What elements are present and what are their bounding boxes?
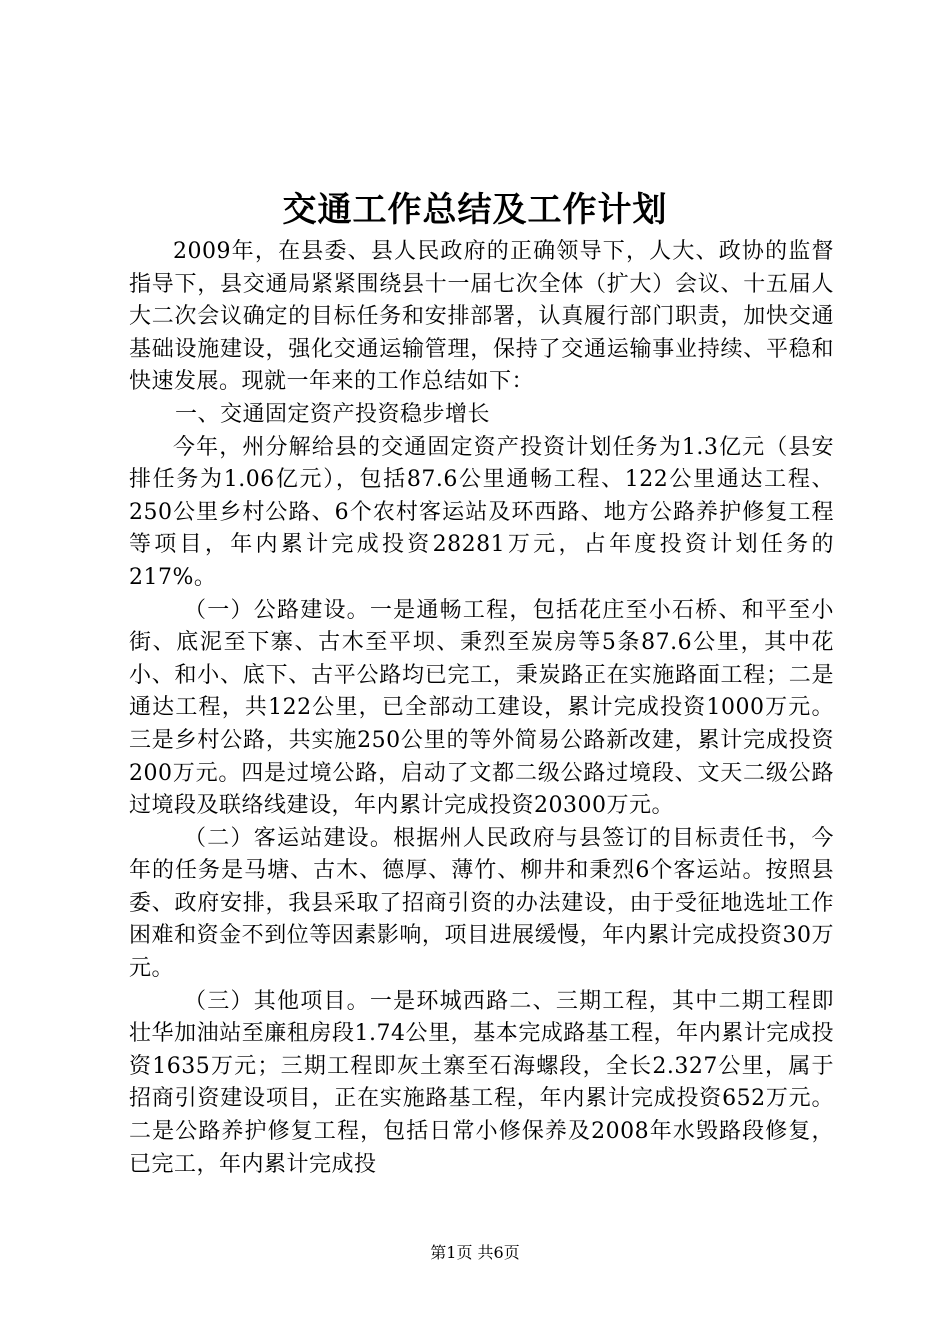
paragraph-other-projects: （三）其他项目。一是环城西路二、三期工程，其中二期工程即壮华加油站至廉租房段1.74公里，基本完成路基工程，年内累计完成投资1635万元；三期工程即灰土寨至石海螺段，全长2.327公里，属于招商引资建设项目，正在实施路基工程，年内累计完成投资652万元。二是公路养护修复工程，包括日常小修保养及2008年水毁路段修复，已完工，年内累计完成投: [129, 988, 834, 1177]
section-heading-1: 一、交通固定资产投资稳步增长: [175, 401, 491, 427]
paragraph-road-construction: （一）公路建设。一是通畅工程，包括花庄至小石桥、和平至小街、底泥至下寨、古木至平坝、秉烈至炭房等5条87.6公里，其中花小、和小、底下、古平公路均已完工，秉炭路正在实施路面工程；二是通达工程，共122公里，已全部动工建设，累计完成投资1000万元。三是乡村公路，共实施250公里的等外简易公路新改建，累计完成投资200万元。四是过境公路，启动了文都二级公路过境段、文天二级公路过境段及联络线建设，年内累计完成投资20300万元。: [129, 597, 834, 819]
document-body: [129, 236, 834, 1181]
paragraph-bus-station: （二）客运站建设。根据州人民政府与县签订的目标责任书，今年的任务是马塘、古木、德厚、薄竹、柳井和秉烈6个客运站。按照县委、政府安排，我县采取了招商引资的办法建设，由于受征地选址工作困难和资金不到位等因素影响，项目进展缓慢，年内累计完成投资30万元。: [129, 825, 834, 982]
page-footer: 第1页 共6页: [430, 1243, 520, 1262]
paragraph-intro: 2009年，在县委、县人民政府的正确领导下，人大、政协的监督指导下，县交通局紧紧围绕县十一届七次全体（扩大）会议、十五届人大二次会议确定的目标任务和安排部署，认真履行部门职责，加快交通基础设施建设，强化交通运输管理，保持了交通运输事业持续、平稳和快速发展。现就一年来的工作总结如下：: [129, 239, 834, 395]
document-title: 交通工作总结及工作计划: [282, 190, 668, 230]
paragraph-investment: 今年，州分解给县的交通固定资产投资计划任务为1.3亿元（县安排任务为1.06亿元），包括87.6公里通畅工程、122公里通达工程、250公里乡村公路、6个农村客运站及环西路、地方公路养护修复工程等项目，年内累计完成投资28281万元，占年度投资计划任务的217%。: [129, 434, 834, 590]
